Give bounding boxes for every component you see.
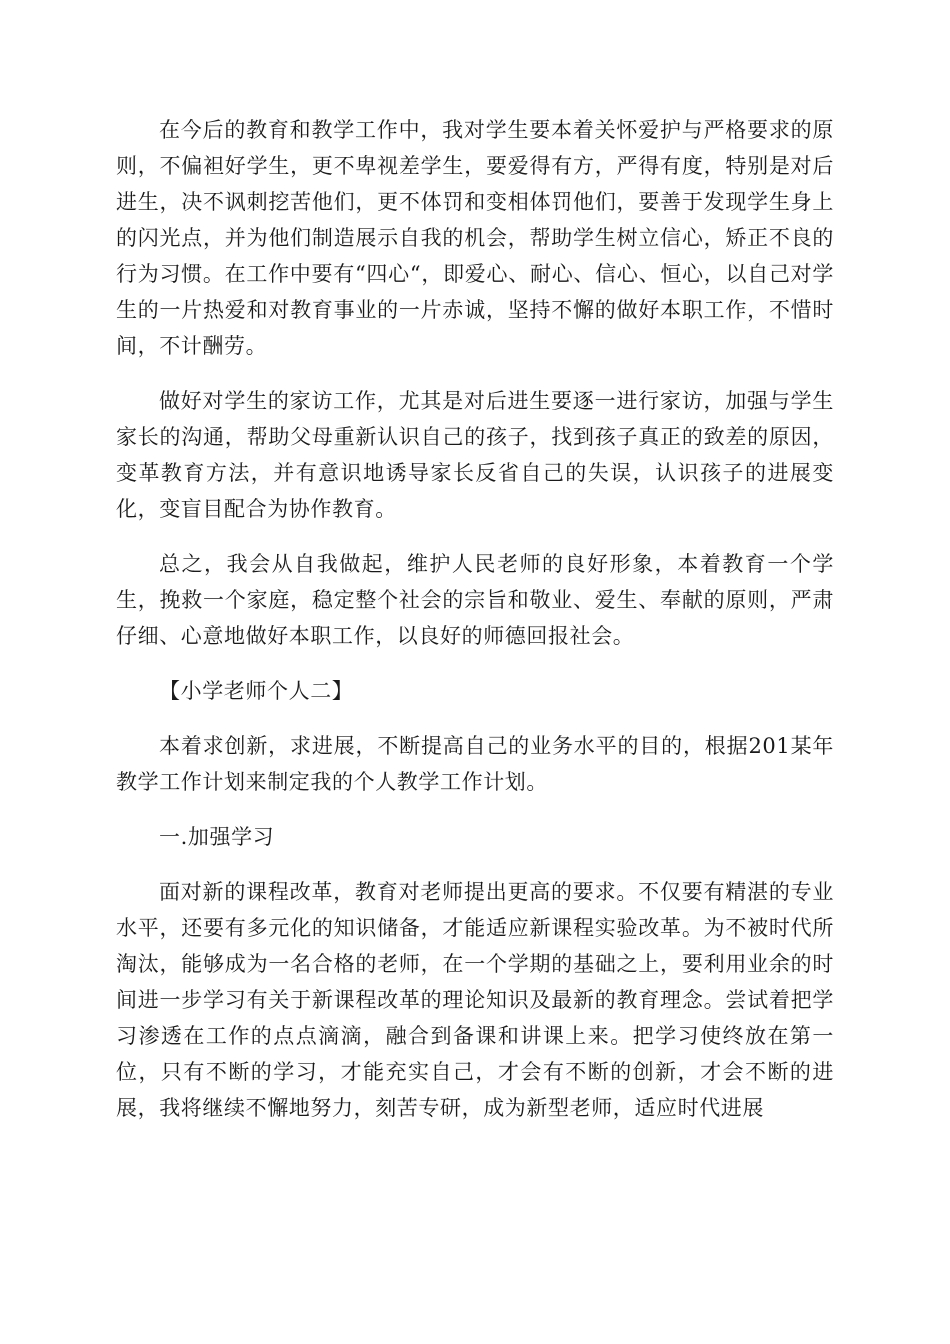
paragraph-care-and-strictness: 在今后的教育和教学工作中，我对学生要本着关怀爱护与严格要求的原则，不偏袒好学生，更不卑视差学生，要爱得有方，严得有度，特别是对后进生，决不讽刺挖苦他们，更不体罚和变相体罚他们，要善于发现学生身上的闪光点，并为他们制造展示自我的机会，帮助学生树立信心，矫正不良的行为习惯。在工作中要有“四心“，即爱心、耐心、信心、恒心，以自己对学生的一片热爱和对教育事业的一片赤诚，坚持不懈的做好本职工作，不惜时间，不计酬劳。 [116, 118, 834, 358]
paragraph-plan-intro: 本着求创新，求进展，不断提高自己的业务水平的目的，根据201某年教学工作计划来制定我的个人教学工作计划。 [116, 734, 834, 794]
section-heading-two: 【小学老师个人二】 [159, 679, 354, 703]
paragraph-home-visits: 做好对学生的家访工作，尤其是对后进生要逐一进行家访，加强与学生家长的沟通，帮助父母重新认识自己的孩子，找到孩子真正的致差的原因，变革教育方法，并有意识地诱导家长反省自己的失误，认识孩子的进展变化，变盲目配合为协作教育。 [116, 389, 834, 521]
paragraph-curriculum-reform: 面对新的课程改革，教育对老师提出更高的要求。不仅要有精湛的专业水平，还要有多元化的知识储备，才能适应新课程实验改革。为不被时代所淘汰，能够成为一名合格的老师，在一个学期的基础之上，要利用业余的时间进一步学习有关于新课程改革的理论知识及最新的教育理念。尝试着把学习渗透在工作的点点滴滴，融合到备课和讲课上来。把学习使终放在第一位，只有不断的学习，才能充实自己，才会有不断的创新，才会不断的进展，我将继续不懈地努力，刻苦专研，成为新型老师，适应时代进展 [116, 880, 834, 1120]
subheading-strengthen-learning: 一.加强学习 [159, 825, 275, 849]
document-body [116, 112, 834, 1126]
paragraph-summary: 总之，我会从自我做起，维护人民老师的良好形象，本着教育一个学生，挽救一个家庭，稳定整个社会的宗旨和敬业、爱生、奉献的原则，严肃仔细、心意地做好本职工作，以良好的师德回报社会。 [116, 552, 834, 648]
